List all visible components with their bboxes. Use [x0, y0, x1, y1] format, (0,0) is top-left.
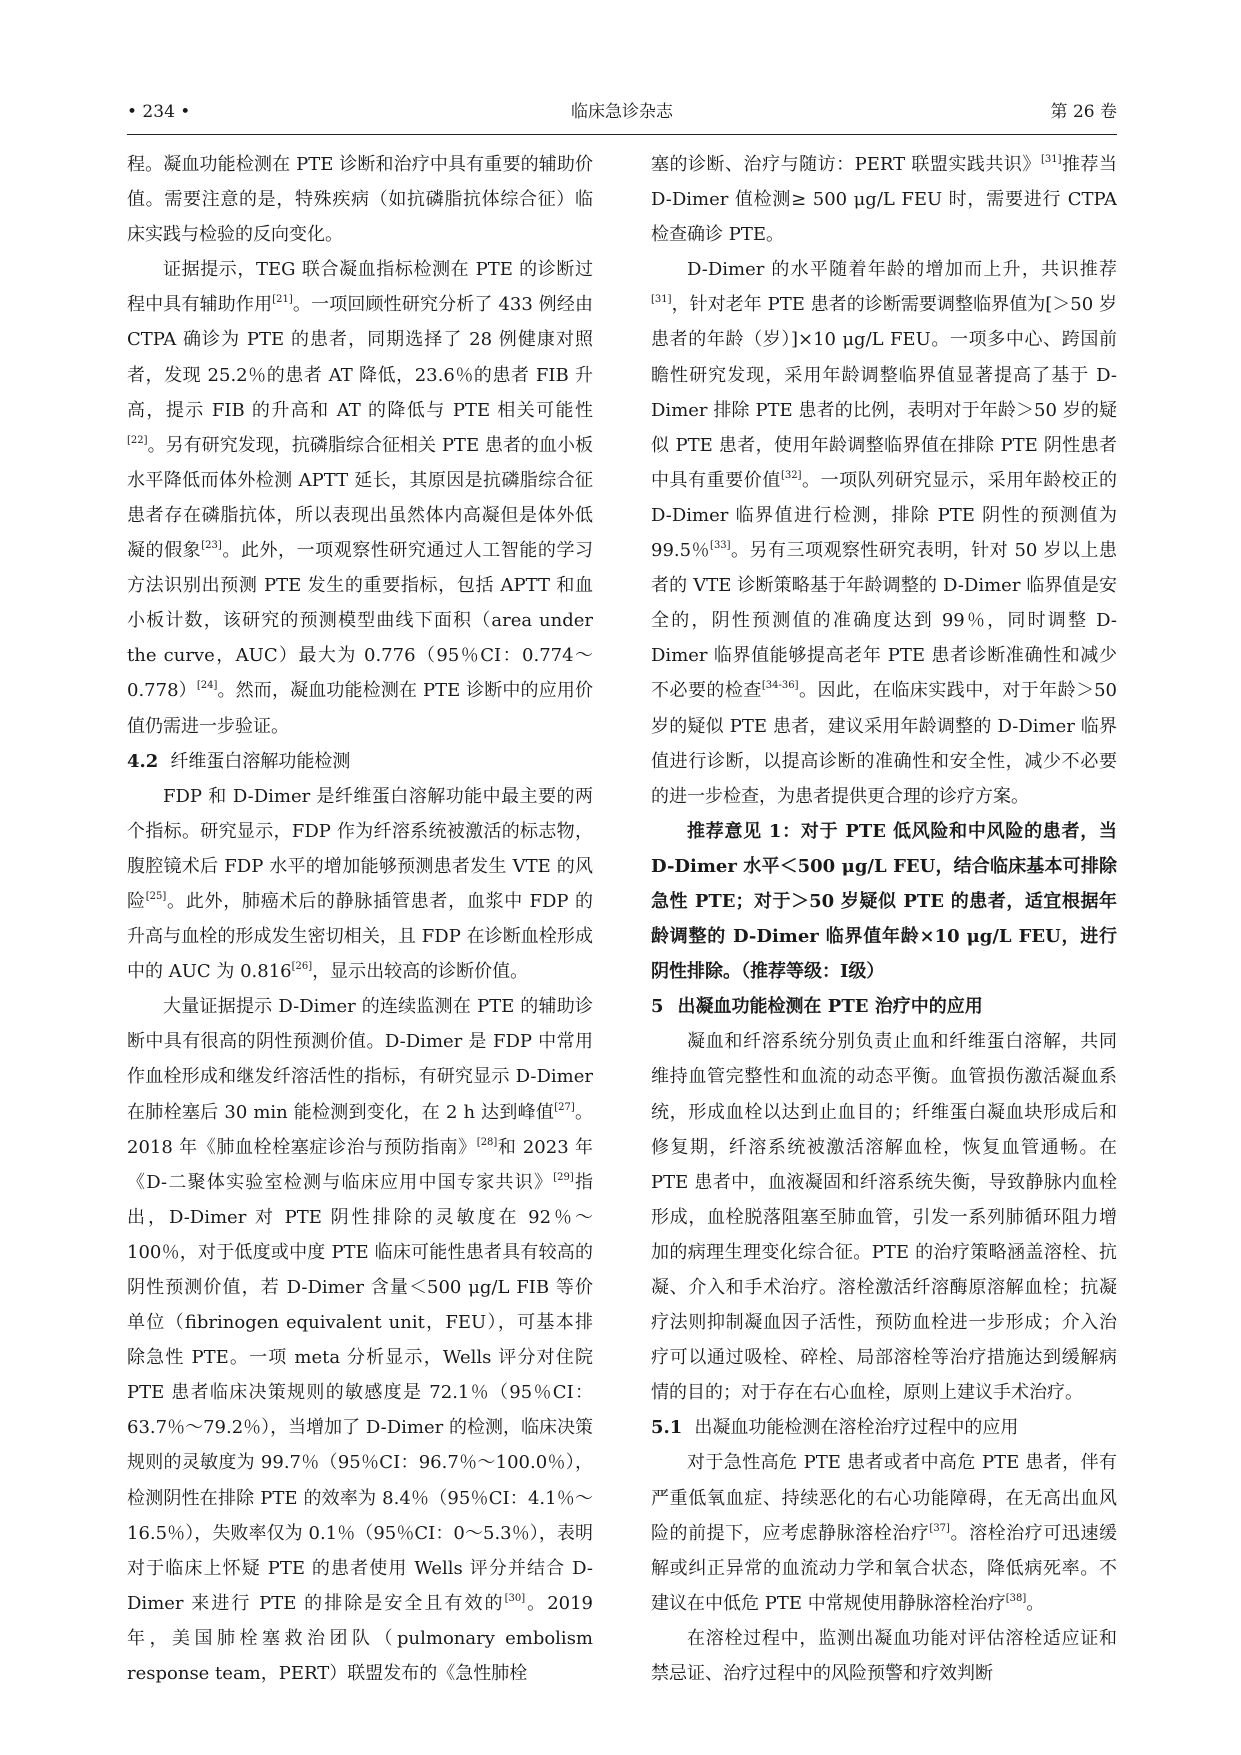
citation: [32]: [780, 469, 802, 481]
citation: [21]: [272, 294, 293, 306]
page-number: • 234 •: [127, 102, 191, 122]
citation: [33]: [710, 540, 731, 552]
citation: [23]: [201, 540, 222, 552]
citation: [37]: [929, 1522, 950, 1534]
citation: [25]: [145, 890, 167, 902]
journal-title: 临床急诊杂志: [571, 102, 673, 122]
citation: [24]: [196, 680, 218, 692]
right-column: [651, 147, 1117, 1737]
section-heading-5-1: 5.1 出凝血功能检测在溶栓治疗过程中的应用: [651, 1417, 1019, 1439]
recommendation-1: 推荐意见 1：对于 PTE 低风险和中风险的患者，当 D-Dimer 水平＜500 μg/L FEU，结合临床基本可排除急性 PTE；对于＞50 岁疑似 PTE 的患者，适宜根据年龄调整的 D-Dimer 临界值年龄×10 μg/L FEU，进行阴性排除。（推荐等级：Ⅰ级）: [651, 820, 1117, 983]
citation: [31]: [651, 294, 672, 306]
left-column: [127, 147, 593, 1737]
citation: [29]: [553, 1171, 574, 1183]
citation: [30]: [504, 1592, 526, 1604]
paragraph: 凝血和纤溶系统分别负责止血和纤维蛋白溶解，共同维持血管完整性和血流的动态平衡。血管损伤激活凝血系统，形成血栓以达到止血目的；纤维蛋白凝血块形成后和修复期，纤溶系统被激活溶解血栓，恢复血管通畅。在 PTE 患者中，血液凝固和纤溶系统失衡，导致静脉内血栓形成，血栓脱落阻塞至肺血管，引发一系列肺循环阻力增加的病理生理变化综合征。PTE 的治疗策略涵盖溶栓、抗凝、介入和手术治疗。溶栓激活纤溶酶原溶解血栓；抗凝疗法则抑制凝血因子活性，预防血栓进一步形成；介入治疗可以通过吸栓、碎栓、局部溶栓等治疗措施达到缓解病情的目的；对于存在右心血栓，原则上建议手术治疗。: [651, 1031, 1117, 1404]
section-heading-4-2: 4.2 纤维蛋白溶解功能检测: [127, 750, 351, 772]
paragraph: 证据提示，TEG 联合凝血指标检测在 PTE 的诊断过程中具有辅助作用[21]。一项回顾性研究分析了 433 例经由 CTPA 确诊为 PTE 的患者，同期选择了 28 例健康对照者，发现 25.2％的患者 AT 降低，23.6％的患者 FIB 升高，提示 FIB 的升高和 AT 的降低与 PTE 相关可能性[22]。另有研究发现，抗磷脂综合征相关 PTE 患者的血小板水平降低而体外检测 APTT 延长，其原因是抗磷脂综合征患者存在磷脂抗体，所以表现出虽然体内高凝但是体外低凝的假象[23]。此外，一项观察性研究通过人工智能的学习方法识别出预测 PTE 发生的重要指标，包括 APTT 和血小板计数，该研究的预测模型曲线下面积（area under the curve，AUC）最大为 0.776（95％CI：0.774～0.778）[24]。然而，凝血功能检测在 PTE 诊断中的应用价值仍需进一步验证。: [127, 259, 593, 737]
running-header: [127, 98, 1117, 126]
citation: [34-36]: [761, 680, 799, 692]
paragraph: FDP 和 D-Dimer 是纤维蛋白溶解功能中最主要的两个指标。研究显示，FDP 作为纤溶系统被激活的标志物，腹腔镜术后 FDP 水平的增加能够预测患者发生 VTE 的风险[25]。此外，肺癌术后的静脉插管患者，血浆中 FDP 的升高与血栓的形成发生密切相关，且 FDP 在诊断血栓形成中的 AUC 为 0.816[26]，显示出较高的诊断价值。: [127, 785, 593, 983]
paragraph: 塞的诊断、治疗与随访：PERT 联盟实践共识》[31]推荐当 D-Dimer 值检测≥ 500 μg/L FEU 时，需要进行 CTPA 检查确诊 PTE。: [651, 154, 1117, 246]
header-rule: [127, 134, 1117, 135]
citation: [22]: [127, 434, 148, 446]
citation: [31]: [1040, 154, 1062, 165]
citation: [28]: [476, 1136, 498, 1148]
volume-label: 第 26 卷: [1050, 102, 1117, 122]
citation: [26]: [291, 961, 313, 973]
paragraph: 对于急性高危 PTE 患者或者中高危 PTE 患者，伴有严重低氧血症、持续恶化的右心功能障碍，在无高出血风险的前提下，应考虑静脉溶栓治疗[37]。溶栓治疗可迅速缓解或纠正异常的血流动力学和氧合状态，降低病死率。不建议在中低危 PTE 中常规使用静脉溶栓治疗[38]。: [651, 1452, 1117, 1614]
citation: [27]: [554, 1101, 575, 1113]
paragraph: 程。凝血功能检测在 PTE 诊断和治疗中具有重要的辅助价值。需要注意的是，特殊疾病（如抗磷脂抗体综合征）临床实践与检验的反向变化。: [127, 154, 593, 246]
section-heading-5: 5 出凝血功能检测在 PTE 治疗中的应用: [651, 996, 983, 1018]
paragraph: 在溶栓过程中，监测出凝血功能对评估溶栓适应证和禁忌证、治疗过程中的风险预警和疗效判断: [651, 1627, 1117, 1685]
paragraph: 大量证据提示 D-Dimer 的连续监测在 PTE 的辅助诊断中具有很高的阴性预测价值。D-Dimer 是 FDP 中常用作血栓形成和继发纤溶活性的指标，有研究显示 D-Dimer 在肺栓塞后 30 min 能检测到变化，在 2 h 达到峰值[27]。2018 年《肺血栓栓塞症诊治与预防指南》[28]和 2023 年《D-二聚体实验室检测与临床应用中国专家共识》[29]指出，D-Dimer 对 PTE 阴性排除的灵敏度在 92％～100％，对于低度或中度 PTE 临床可能性患者具有较高的阴性预测价值，若 D-Dimer 含量＜500 μg/L FIB 等价单位（fibrinogen equivalent unit，FEU），可基本排除急性 PTE。一项 meta 分析显示，Wells 评分对住院 PTE 患者临床决策规则的敏感度是 72.1％（95％CI：63.7％～79.2％），当增加了 D-Dimer 的检测，临床决策规则的灵敏度为 99.7％（95％CI：96.7％～100.0％），检测阴性在排除 PTE 的效率为 8.4％（95％CI：4.1％～16.5％），失败率仅为 0.1％（95％CI：0～5.3％），表明对于临床上怀疑 PTE 的患者使用 Wells 评分并结合 D-Dimer 来进行 PTE 的排除是安全且有效的[30]。2019 年，美国肺栓塞救治团队（pulmonary embolism response team，PERT）联盟发布的《急性肺栓: [127, 996, 593, 1685]
paragraph: D-Dimer 的水平随着年龄的增加而上升，共识推荐[31]，针对老年 PTE 患者的诊断需要调整临界值为[＞50 岁患者的年龄（岁）]×10 μg/L FEU。一项多中心、跨国前瞻性研究发现，采用年龄调整临界值显著提高了基于 D-Dimer 排除 PTE 患者的比例，表明对于年龄＞50 岁的疑似 PTE 患者，使用年龄调整临界值在排除 PTE 阴性患者中具有重要价值[32]。一项队列研究显示，采用年龄校正的 D-Dimer 临界值进行检测，排除 PTE 阴性的预测值为 99.5％[33]。另有三项观察性研究表明，针对 50 岁以上患者的 VTE 诊断策略基于年龄调整的 D-Dimer 临界值是安全的，阴性预测值的准确度达到 99％，同时调整 D-Dimer 临界值能够提高老年 PTE 患者诊断准确性和减少不必要的检查[34-36]。因此，在临床实践中，对于年龄＞50 岁的疑似 PTE 患者，建议采用年龄调整的 D-Dimer 临界值进行诊断，以提高诊断的准确性和安全性，减少不必要的进一步检查，为患者提供更合理的诊疗方案。: [651, 259, 1117, 807]
citation: [38]: [1005, 1592, 1027, 1604]
